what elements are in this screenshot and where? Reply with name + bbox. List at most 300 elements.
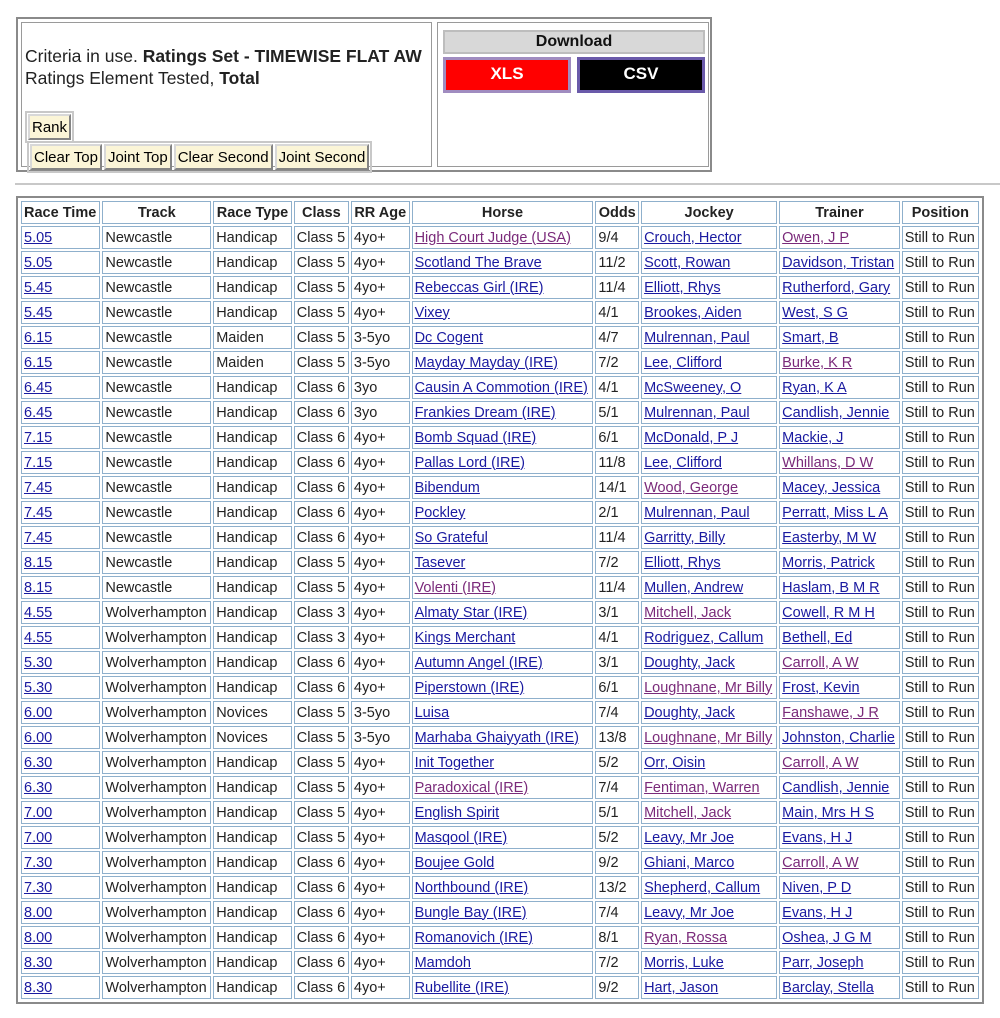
- jockey-link[interactable]: Scott, Rowan: [644, 254, 731, 271]
- odds-cell: 5/1: [595, 401, 639, 424]
- odds-cell: 9/4: [595, 226, 639, 249]
- horse-cell: [412, 401, 594, 424]
- horse-cell: [412, 701, 594, 724]
- track-cell: Newcastle: [102, 326, 211, 349]
- class-cell: Class 6: [294, 676, 349, 699]
- trainer-link[interactable]: Candlish, Jennie: [782, 404, 890, 421]
- odds-cell: 7/2: [595, 951, 639, 974]
- class-cell: Class 6: [294, 651, 349, 674]
- race-time-link[interactable]: 6.30: [24, 779, 53, 796]
- jockey-link[interactable]: Mulrennan, Paul: [644, 404, 750, 421]
- download-box: [437, 22, 709, 167]
- race-time-cell: [21, 526, 100, 549]
- jockey-link[interactable]: Loughnane, Mr Billy: [644, 729, 773, 746]
- trainer-cell: [779, 526, 900, 549]
- jockey-link[interactable]: Mulrennan, Paul: [644, 504, 750, 521]
- trainer-cell: [779, 876, 900, 899]
- jockey-link[interactable]: Lee, Clifford: [644, 454, 722, 471]
- horse-link[interactable]: Pallas Lord (IRE): [414, 454, 525, 471]
- horse-link[interactable]: Masqool (IRE): [414, 829, 508, 846]
- race-type-cell: Handicap: [213, 876, 292, 899]
- race-time-link[interactable]: 6.00: [24, 729, 53, 746]
- trainer-link[interactable]: Main, Mrs H S: [782, 804, 874, 821]
- race-time-cell: [21, 551, 100, 574]
- jockey-cell: [641, 951, 777, 974]
- odds-cell: 7/4: [595, 776, 639, 799]
- race-time-link[interactable]: 8.15: [24, 554, 53, 571]
- race-time-cell: [21, 501, 100, 524]
- race-time-link[interactable]: 7.15: [24, 454, 53, 471]
- odds-cell: 14/1: [595, 476, 639, 499]
- table-row: [21, 851, 979, 874]
- class-cell: Class 5: [294, 276, 349, 299]
- horse-link[interactable]: Causin A Commotion (IRE): [414, 379, 588, 396]
- class-cell: Class 3: [294, 626, 349, 649]
- rr-age-cell: 4yo+: [351, 826, 410, 849]
- race-time-link[interactable]: 8.00: [24, 929, 53, 946]
- race-time-link[interactable]: 4.55: [24, 604, 53, 621]
- horse-link[interactable]: Piperstown (IRE): [414, 679, 525, 696]
- horse-link[interactable]: Bibendum: [414, 479, 480, 496]
- jockey-link[interactable]: Wood, George: [644, 479, 739, 496]
- trainer-cell: [779, 351, 900, 374]
- trainer-link[interactable]: Bethell, Ed: [782, 629, 853, 646]
- jockey-cell: [641, 426, 777, 449]
- table-row: [21, 226, 979, 249]
- race-type-cell: Handicap: [213, 251, 292, 274]
- odds-cell: 9/2: [595, 851, 639, 874]
- rr-age-cell: 4yo+: [351, 776, 410, 799]
- track-cell: Wolverhampton: [102, 776, 211, 799]
- horse-link[interactable]: Bungle Bay (IRE): [414, 904, 527, 921]
- race-time-link[interactable]: 7.30: [24, 854, 53, 871]
- horse-link[interactable]: Scotland The Brave: [414, 254, 542, 271]
- jockey-link[interactable]: Leavy, Mr Joe: [644, 904, 735, 921]
- column-header[interactable]: Position: [902, 201, 979, 224]
- jockey-link[interactable]: Ryan, Rossa: [644, 929, 728, 946]
- trainer-link[interactable]: West, S G: [782, 304, 848, 321]
- horse-cell: [412, 251, 594, 274]
- class-cell: Class 5: [294, 701, 349, 724]
- jockey-link[interactable]: Lee, Clifford: [644, 354, 722, 371]
- jockey-link[interactable]: Orr, Oisin: [644, 754, 706, 771]
- trainer-link[interactable]: Cowell, R M H: [782, 604, 875, 621]
- track-cell: Newcastle: [102, 226, 211, 249]
- trainer-link[interactable]: Macey, Jessica: [782, 479, 881, 496]
- criteria-text: [25, 45, 422, 89]
- horse-cell: [412, 751, 594, 774]
- jockey-link[interactable]: Crouch, Hector: [644, 229, 742, 246]
- trainer-cell: [779, 301, 900, 324]
- race-type-cell: Novices: [213, 701, 292, 724]
- position-cell: Still to Run: [902, 351, 979, 374]
- rr-age-cell: 4yo+: [351, 426, 410, 449]
- track-cell: Wolverhampton: [102, 651, 211, 674]
- column-header[interactable]: Class: [294, 201, 349, 224]
- horse-link[interactable]: Pockley: [414, 504, 466, 521]
- class-cell: Class 6: [294, 876, 349, 899]
- joint-second-button[interactable]: Joint Second: [275, 144, 370, 170]
- jockey-cell: [641, 751, 777, 774]
- race-type-cell: Novices: [213, 726, 292, 749]
- track-cell: Wolverhampton: [102, 951, 211, 974]
- results-table-wrapper: [16, 196, 984, 1004]
- horse-link[interactable]: Romanovich (IRE): [414, 929, 534, 946]
- trainer-link[interactable]: Barclay, Stella: [782, 979, 874, 996]
- trainer-cell: [779, 251, 900, 274]
- race-type-cell: Handicap: [213, 601, 292, 624]
- jockey-link[interactable]: Elliott, Rhys: [644, 279, 721, 296]
- jockey-link[interactable]: Morris, Luke: [644, 954, 724, 971]
- race-time-cell: [21, 726, 100, 749]
- race-type-cell: Handicap: [213, 551, 292, 574]
- race-time-cell: [21, 426, 100, 449]
- trainer-link[interactable]: Carroll, A W: [782, 854, 859, 871]
- column-header[interactable]: RR Age: [351, 201, 410, 224]
- ratings-element: Total: [219, 68, 260, 88]
- class-cell: Class 5: [294, 726, 349, 749]
- jockey-link[interactable]: Mitchell, Jack: [644, 604, 732, 621]
- jockey-cell: [641, 626, 777, 649]
- jockey-link[interactable]: Ghiani, Marco: [644, 854, 735, 871]
- position-cell: Still to Run: [902, 976, 979, 999]
- horse-cell: [412, 826, 594, 849]
- horse-link[interactable]: Autumn Angel (IRE): [414, 654, 543, 671]
- race-time-cell: [21, 651, 100, 674]
- ratings-set: Ratings Set - TIMEWISE FLAT AW: [142, 46, 422, 66]
- odds-cell: 4/1: [595, 626, 639, 649]
- race-time-cell: [21, 326, 100, 349]
- jockey-link[interactable]: Loughnane, Mr Billy: [644, 679, 773, 696]
- class-cell: Class 5: [294, 301, 349, 324]
- race-time-link[interactable]: 7.00: [24, 829, 53, 846]
- class-cell: Class 6: [294, 501, 349, 524]
- odds-cell: 4/7: [595, 326, 639, 349]
- rr-age-cell: 4yo+: [351, 676, 410, 699]
- table-header-row: [21, 201, 979, 224]
- race-time-link[interactable]: 6.30: [24, 754, 53, 771]
- table-row: [21, 251, 979, 274]
- jockey-link[interactable]: Mitchell, Jack: [644, 804, 732, 821]
- table-row: [21, 576, 979, 599]
- clear-top-button[interactable]: Clear Top: [30, 144, 102, 170]
- column-header[interactable]: Trainer: [779, 201, 900, 224]
- odds-cell: 6/1: [595, 676, 639, 699]
- horse-link[interactable]: Marhaba Ghaiyyath (IRE): [414, 729, 579, 746]
- horse-link[interactable]: Tasever: [414, 554, 466, 571]
- race-time-link[interactable]: 7.15: [24, 429, 53, 446]
- trainer-link[interactable]: Davidson, Tristan: [782, 254, 895, 271]
- jockey-link[interactable]: Mulrennan, Paul: [644, 329, 750, 346]
- trainer-link[interactable]: Evans, H J: [782, 829, 853, 846]
- horse-cell: [412, 576, 594, 599]
- table-row: [21, 401, 979, 424]
- class-cell: Class 5: [294, 751, 349, 774]
- race-time-cell: [21, 451, 100, 474]
- horse-link[interactable]: Frankies Dream (IRE): [414, 404, 556, 421]
- jockey-link[interactable]: Hart, Jason: [644, 979, 719, 996]
- race-time-cell: [21, 576, 100, 599]
- race-time-link[interactable]: 5.30: [24, 679, 53, 696]
- column-header[interactable]: Track: [102, 201, 211, 224]
- horse-link[interactable]: Mayday Mayday (IRE): [414, 354, 558, 371]
- column-header[interactable]: Race Type: [213, 201, 292, 224]
- race-time-link[interactable]: 5.45: [24, 304, 53, 321]
- xls-download-button[interactable]: XLS: [443, 57, 571, 93]
- jockey-link[interactable]: Mullen, Andrew: [644, 579, 744, 596]
- race-time-link[interactable]: 6.15: [24, 354, 53, 371]
- jockey-cell: [641, 301, 777, 324]
- jockey-link[interactable]: Shepherd, Callum: [644, 879, 761, 896]
- position-cell: Still to Run: [902, 776, 979, 799]
- race-time-link[interactable]: 8.30: [24, 954, 53, 971]
- trainer-link[interactable]: Oshea, J G M: [782, 929, 872, 946]
- rr-age-cell: 4yo+: [351, 976, 410, 999]
- race-time-cell: [21, 251, 100, 274]
- race-type-cell: Handicap: [213, 226, 292, 249]
- horse-link[interactable]: Bomb Squad (IRE): [414, 429, 537, 446]
- jockey-cell: [641, 676, 777, 699]
- trainer-link[interactable]: Rutherford, Gary: [782, 279, 891, 296]
- trainer-link[interactable]: Perratt, Miss L A: [782, 504, 888, 521]
- odds-cell: 4/1: [595, 301, 639, 324]
- trainer-cell: [779, 776, 900, 799]
- horse-link[interactable]: Volenti (IRE): [414, 579, 496, 596]
- rr-age-cell: 3-5yo: [351, 326, 410, 349]
- column-header[interactable]: Jockey: [641, 201, 777, 224]
- rr-age-cell: 4yo+: [351, 476, 410, 499]
- horse-link[interactable]: Luisa: [414, 704, 450, 721]
- horse-link[interactable]: Paradoxical (IRE): [414, 779, 529, 796]
- jockey-cell: [641, 226, 777, 249]
- race-time-link[interactable]: 7.30: [24, 879, 53, 896]
- horse-cell: [412, 301, 594, 324]
- trainer-link[interactable]: Parr, Joseph: [782, 954, 864, 971]
- race-time-link[interactable]: 5.30: [24, 654, 53, 671]
- race-time-cell: [21, 301, 100, 324]
- horse-link[interactable]: Rebeccas Girl (IRE): [414, 279, 544, 296]
- horse-link[interactable]: Boujee Gold: [414, 854, 495, 871]
- track-cell: Newcastle: [102, 551, 211, 574]
- jockey-link[interactable]: Doughty, Jack: [644, 654, 735, 671]
- race-time-link[interactable]: 5.05: [24, 229, 53, 246]
- trainer-link[interactable]: Easterby, M W: [782, 529, 877, 546]
- table-row: [21, 501, 979, 524]
- jockey-cell: [641, 451, 777, 474]
- class-cell: Class 6: [294, 851, 349, 874]
- track-cell: Newcastle: [102, 526, 211, 549]
- race-time-link[interactable]: 5.05: [24, 254, 53, 271]
- track-cell: Wolverhampton: [102, 876, 211, 899]
- trainer-link[interactable]: Evans, H J: [782, 904, 853, 921]
- race-time-cell: [21, 401, 100, 424]
- jockey-cell: [641, 901, 777, 924]
- table-row: [21, 601, 979, 624]
- race-time-link[interactable]: 8.00: [24, 904, 53, 921]
- class-cell: Class 5: [294, 801, 349, 824]
- trainer-link[interactable]: Frost, Kevin: [782, 679, 860, 696]
- jockey-link[interactable]: Garritty, Billy: [644, 529, 726, 546]
- trainer-link[interactable]: Morris, Patrick: [782, 554, 875, 571]
- class-cell: Class 6: [294, 926, 349, 949]
- horse-link[interactable]: Rubellite (IRE): [414, 979, 509, 996]
- joint-top-button[interactable]: Joint Top: [104, 144, 172, 170]
- table-row: [21, 551, 979, 574]
- trainer-cell: [779, 376, 900, 399]
- horse-link[interactable]: High Court Judge (USA): [414, 229, 571, 246]
- horse-cell: [412, 376, 594, 399]
- horse-link[interactable]: Northbound (IRE): [414, 879, 529, 896]
- race-time-link[interactable]: 7.45: [24, 504, 53, 521]
- jockey-link[interactable]: McSweeney, O: [644, 379, 742, 396]
- race-time-link[interactable]: 6.15: [24, 329, 53, 346]
- trainer-link[interactable]: Candlish, Jennie: [782, 779, 890, 796]
- trainer-link[interactable]: Ryan, K A: [782, 379, 847, 396]
- jockey-cell: [641, 376, 777, 399]
- rr-age-cell: 4yo+: [351, 751, 410, 774]
- race-time-link[interactable]: 7.45: [24, 529, 53, 546]
- jockey-link[interactable]: McDonald, P J: [644, 429, 739, 446]
- track-cell: Wolverhampton: [102, 826, 211, 849]
- trainer-cell: [779, 601, 900, 624]
- trainer-cell: [779, 676, 900, 699]
- race-time-link[interactable]: 7.45: [24, 479, 53, 496]
- trainer-cell: [779, 951, 900, 974]
- trainer-link[interactable]: Mackie, J: [782, 429, 844, 446]
- position-cell: Still to Run: [902, 926, 979, 949]
- rr-age-cell: 4yo+: [351, 576, 410, 599]
- jockey-link[interactable]: Fentiman, Warren: [644, 779, 760, 796]
- trainer-link[interactable]: Carroll, A W: [782, 654, 859, 671]
- horse-link[interactable]: Mamdoh: [414, 954, 471, 971]
- trainer-link[interactable]: Carroll, A W: [782, 754, 859, 771]
- race-time-cell: [21, 276, 100, 299]
- trainer-link[interactable]: Smart, B: [782, 329, 839, 346]
- rr-age-cell: 4yo+: [351, 626, 410, 649]
- horse-cell: [412, 601, 594, 624]
- trainer-link[interactable]: Owen, J P: [782, 229, 850, 246]
- horse-cell: [412, 501, 594, 524]
- odds-cell: 5/2: [595, 751, 639, 774]
- trainer-cell: [779, 326, 900, 349]
- class-cell: Class 6: [294, 451, 349, 474]
- class-cell: Class 3: [294, 601, 349, 624]
- jockey-link[interactable]: Elliott, Rhys: [644, 554, 721, 571]
- trainer-link[interactable]: Whillans, D W: [782, 454, 874, 471]
- race-time-cell: [21, 776, 100, 799]
- race-time-link[interactable]: 4.55: [24, 629, 53, 646]
- class-cell: Class 6: [294, 951, 349, 974]
- column-header[interactable]: Horse: [412, 201, 594, 224]
- race-time-link[interactable]: 8.15: [24, 579, 53, 596]
- trainer-link[interactable]: Burke, K R: [782, 354, 853, 371]
- horse-cell: [412, 476, 594, 499]
- class-cell: Class 6: [294, 426, 349, 449]
- table-row: [21, 801, 979, 824]
- race-time-link[interactable]: 8.30: [24, 979, 53, 996]
- track-cell: Wolverhampton: [102, 901, 211, 924]
- race-type-cell: Handicap: [213, 751, 292, 774]
- race-time-cell: [21, 226, 100, 249]
- rr-age-cell: 4yo+: [351, 901, 410, 924]
- track-cell: Wolverhampton: [102, 851, 211, 874]
- jockey-link[interactable]: Rodriguez, Callum: [644, 629, 764, 646]
- race-time-link[interactable]: 7.00: [24, 804, 53, 821]
- race-time-link[interactable]: 6.00: [24, 704, 53, 721]
- rr-age-cell: 4yo+: [351, 526, 410, 549]
- race-time-cell: [21, 826, 100, 849]
- position-cell: Still to Run: [902, 451, 979, 474]
- track-cell: Newcastle: [102, 301, 211, 324]
- trainer-cell: [779, 726, 900, 749]
- rr-age-cell: 3yo: [351, 376, 410, 399]
- trainer-cell: [779, 976, 900, 999]
- horse-link[interactable]: Vixey: [414, 304, 450, 321]
- position-cell: Still to Run: [902, 826, 979, 849]
- horse-link[interactable]: Almaty Star (IRE): [414, 604, 528, 621]
- jockey-cell: [641, 576, 777, 599]
- horse-cell: [412, 876, 594, 899]
- race-time-link[interactable]: 6.45: [24, 404, 53, 421]
- horse-cell: [412, 451, 594, 474]
- trainer-link[interactable]: Haslam, B M R: [782, 579, 880, 596]
- rank-button[interactable]: Rank: [28, 114, 71, 140]
- table-row: [21, 326, 979, 349]
- position-cell: Still to Run: [902, 851, 979, 874]
- trainer-cell: [779, 401, 900, 424]
- horse-link[interactable]: Init Together: [414, 754, 495, 771]
- horse-link[interactable]: English Spirit: [414, 804, 500, 821]
- jockey-link[interactable]: Leavy, Mr Joe: [644, 829, 735, 846]
- class-cell: Class 6: [294, 901, 349, 924]
- trainer-link[interactable]: Niven, P D: [782, 879, 852, 896]
- table-row: [21, 876, 979, 899]
- column-header[interactable]: Race Time: [21, 201, 100, 224]
- criteria-panel: [16, 17, 712, 172]
- clear-second-button[interactable]: Clear Second: [174, 144, 273, 170]
- trainer-link[interactable]: Fanshawe, J R: [782, 704, 879, 721]
- race-time-cell: [21, 851, 100, 874]
- race-time-link[interactable]: 6.45: [24, 379, 53, 396]
- jockey-link[interactable]: Doughty, Jack: [644, 704, 735, 721]
- horse-cell: [412, 926, 594, 949]
- jockey-link[interactable]: Brookes, Aiden: [644, 304, 742, 321]
- track-cell: Newcastle: [102, 251, 211, 274]
- odds-cell: 7/4: [595, 701, 639, 724]
- horse-link[interactable]: Kings Merchant: [414, 629, 516, 646]
- criteria-line1-label: Criteria in use.: [25, 46, 143, 66]
- position-cell: Still to Run: [902, 751, 979, 774]
- odds-cell: 2/1: [595, 501, 639, 524]
- jockey-cell: [641, 976, 777, 999]
- horse-link[interactable]: Dc Cogent: [414, 329, 484, 346]
- rr-age-cell: 4yo+: [351, 551, 410, 574]
- rr-age-cell: 4yo+: [351, 451, 410, 474]
- class-cell: Class 5: [294, 351, 349, 374]
- odds-cell: 5/2: [595, 826, 639, 849]
- position-cell: Still to Run: [902, 226, 979, 249]
- trainer-cell: [779, 426, 900, 449]
- race-type-cell: Handicap: [213, 451, 292, 474]
- csv-download-button[interactable]: CSV: [577, 57, 705, 93]
- column-header[interactable]: Odds: [595, 201, 639, 224]
- trainer-link[interactable]: Johnston, Charlie: [782, 729, 895, 746]
- horse-link[interactable]: So Grateful: [414, 529, 488, 546]
- table-row: [21, 751, 979, 774]
- race-time-link[interactable]: 5.45: [24, 279, 53, 296]
- position-cell: Still to Run: [902, 576, 979, 599]
- position-cell: Still to Run: [902, 426, 979, 449]
